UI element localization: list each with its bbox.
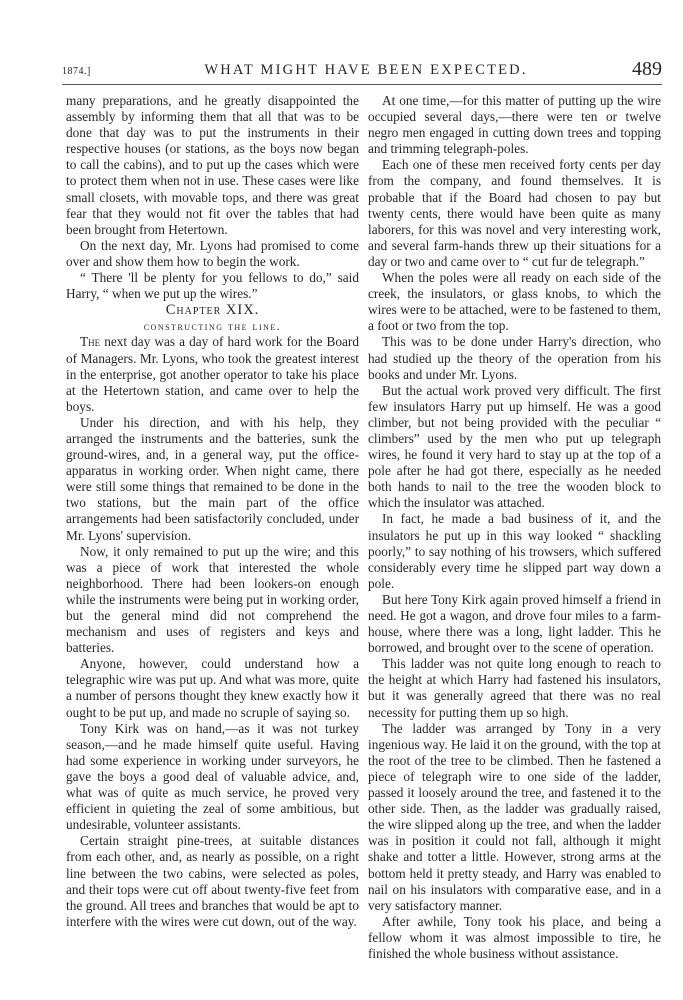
page-number: 489 xyxy=(632,58,662,80)
running-header xyxy=(62,58,670,82)
paragraph: Now, it only remained to put up the wire; and this was a piece of work that interested the whole neighborhood. There had been lookers-on enough while the instruments were being put in working order, but the general mind did not comprehend the mechanism and uses of registers and keys and batteries. xyxy=(66,543,359,656)
chapter-subtitle: constructing the line. xyxy=(143,319,282,334)
paragraph: Certain straight pine-trees, at suitable distances from each other, and, as nearly as possible, on a right line between the two cabins, were selected as poles, and their tops were cut off about twenty-five feet from the ground. All trees and branches that would be apt to interfere with the wires were cut down, out of the way. xyxy=(66,833,359,929)
paragraph: Each one of these men received forty cents per day from the company, and found themselves. It is probable that if the Board had chosen to pay but twenty cents, there would have been quite as many laborers, for this was novel and very interesting work, and several farm-hands threw up their situations for a day or two and came over to “ cut fur de telegraph.” xyxy=(368,157,661,269)
paragraph: But here Tony Kirk again proved himself a friend in need. He got a wagon, and drove four miles to a farm-house, where there was a long, light ladder. This he borrowed, and brought over to the scene of operation. xyxy=(368,591,661,656)
paragraph: This was to be done under Harry's direction, who had studied up the theory of the operation from his books and under Mr. Lyons. xyxy=(368,334,661,382)
paragraph: This ladder was not quite long enough to reach to the height at which Harry had fastened his insulators, but it was generally agreed that there was no real necessity for putting them up so high. xyxy=(368,656,661,720)
paragraph: But the actual work proved very difficult. The first few insulators Harry put up himself. He was a good climber, but not being provided with the peculiar “ climbers” used by the men who put up telegraph wires, he found it very hard to stay up at the top of a pole after he had got there, especially as he needed both hands to nail to the tree the wooden block to which the insulator was attached. xyxy=(368,382,661,511)
left-column xyxy=(66,93,359,930)
header-rule xyxy=(62,84,662,85)
header-year: 1874.] xyxy=(62,66,91,77)
paragraph: The ladder was arranged by Tony in a very ingenious way. He laid it on the ground, with the top at the root of the tree to be climbed. Then he fastened a piece of telegraph wire to one side of the ladder, passed it loosely around the tree, and fastened it to the other side. Then, as the ladder was gradually raised, the wire slipped along up the tree, and when the ladder was in position it could not fall, although it might shake and totter a little. However, strong arms at the bottom held it pretty steady, and Harry was enabled to nail on his insulators with comparative ease, and in a very satisfactory manner. xyxy=(368,720,661,913)
paragraph: In fact, he made a bad business of it, and the insulators he put up in this way looked “ shackling poorly,” to say nothing of his trowsers, which suffered considerably every time he slipped part way down a pole. xyxy=(368,511,661,591)
paragraph: On the next day, Mr. Lyons had promised to come over and show them how to begin the work. xyxy=(66,237,359,269)
running-title: WHAT MIGHT HAVE BEEN EXPECTED. xyxy=(204,62,528,78)
paragraph-text: next day was a day of hard work for the Board of Managers. Mr. Lyons, who took the greatest interest in the enterprise, got another operator to take his place at the Hetertown station, and came over to help the boys. xyxy=(66,334,359,414)
paragraph: After awhile, Tony took his place, and being a fellow whom it was almost impossible to tire, he finished the whole business without assistance. xyxy=(368,913,661,961)
paragraph: At one time,—for this matter of putting up the wire occupied several days,—there were ten or twelve negro men engaged in cutting down trees and topping and trimming telegraph-poles. xyxy=(368,93,661,157)
paragraph: Tony Kirk was on hand,—as it was not turkey season,—and he made himself quite useful. Having had some experience in working under surveyors, he gave the boys a good deal of valuable advice, and, what was of quite as much service, he proved very efficient in quieting the zeal of some ambitious, but undesirable, volunteer assistants. xyxy=(66,720,359,833)
paragraph: many preparations, and he greatly disappointed the assembly by informing them that all that was to be done that day was to put the instruments in their respective houses (or stations, as the boys now began to call the cabins), and to put up the cases which were to protect them when not in use. These cases were like small closets, with movable tops, and there was great fear that they would not fit over the tables that had been brought from Hetertown. xyxy=(66,93,359,237)
chapter-title: Chapter XIX. xyxy=(165,302,260,319)
paragraph: Under his direction, and with his help, they arranged the instruments and the batteries, sunk the ground-wires, and, in a general way, put the office-apparatus in working order. When night came, there were still some things that remained to be done in the two stations, but the main part of the office arrangements had been satisfactorily concluded, under Mr. Lyons' supervision. xyxy=(66,414,359,543)
paragraph: When the poles were all ready on each side of the creek, the insulators, or glass knobs, to which the wires were to be attached, were to be fastened to them, a foot or two from the top. xyxy=(368,270,661,334)
paragraph: Anyone, however, could understand how a telegraphic wire was put up. And what was more, quite a number of persons thought they knew exactly how it ought to be put up, and made no scruple of saying so. xyxy=(66,656,359,720)
drop-lead-word: The xyxy=(80,334,101,350)
paragraph xyxy=(66,334,359,414)
right-column xyxy=(368,93,661,962)
paragraph: “ There 'll be plenty for you fellows to do,” said Harry, “ when we put up the wires.” xyxy=(66,270,359,302)
